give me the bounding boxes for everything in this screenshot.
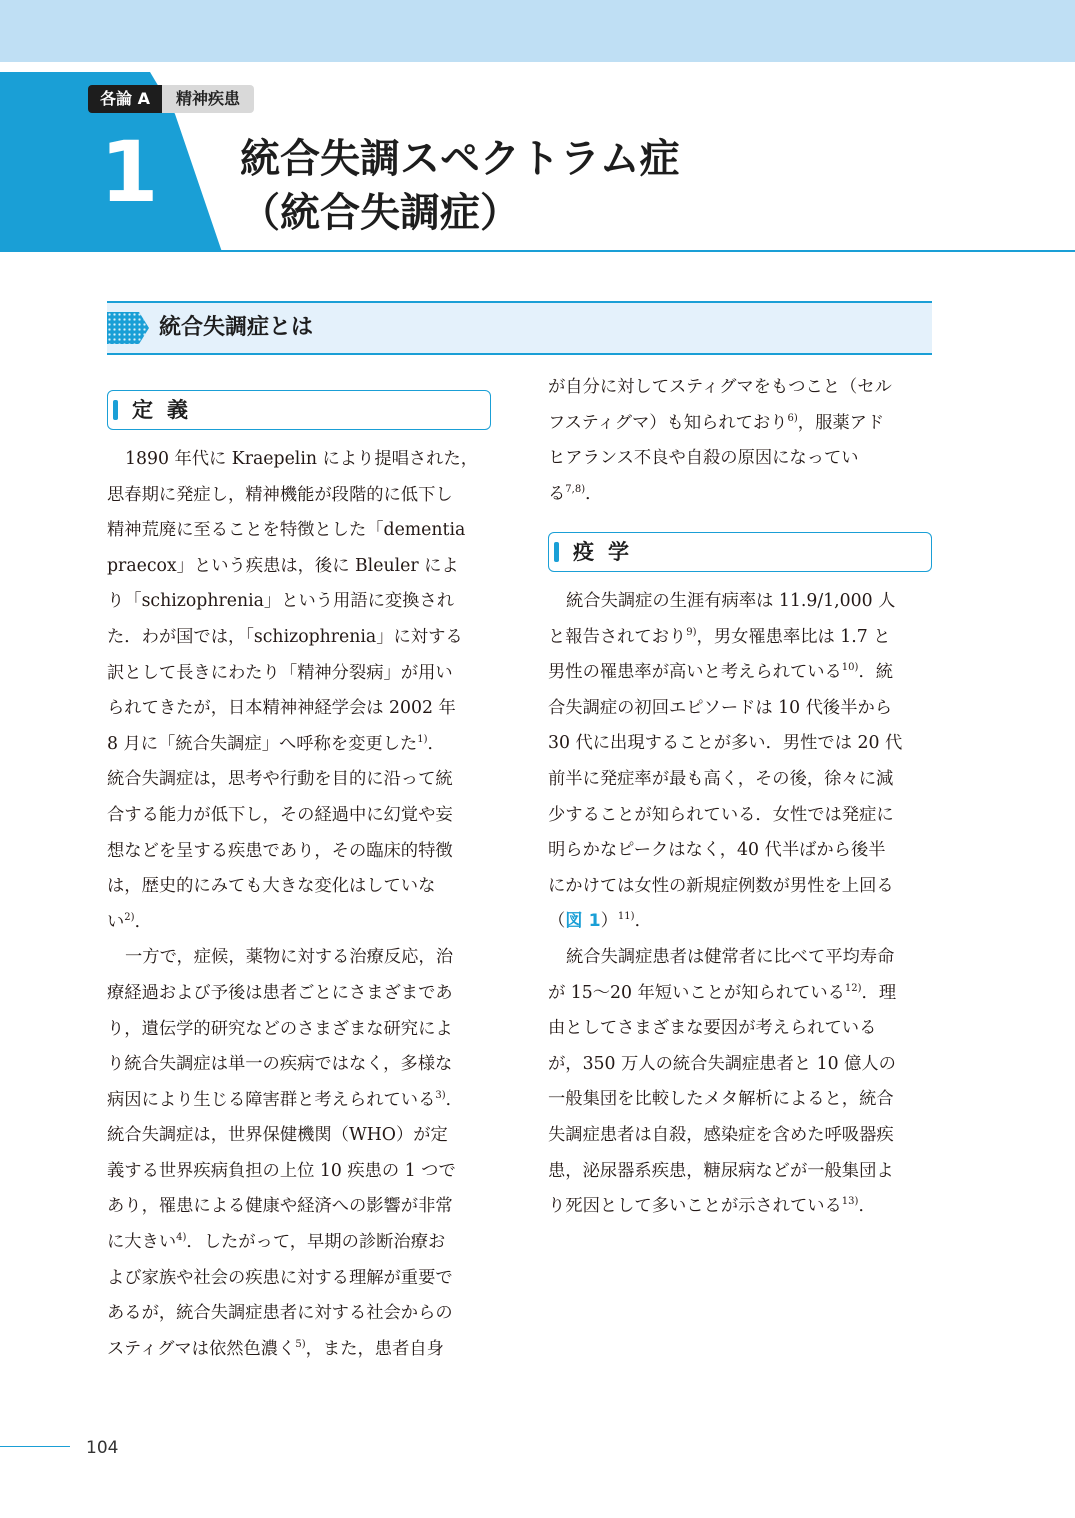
text-line: 想などを呈する疾患であり，その臨床的特徴 [107,840,453,861]
text-fragment: り死因として多いことが示されている [548,1196,842,1217]
text-line: 思春期に発症し，精神機能が段階的に低下し [107,484,453,505]
text-line: は，歴史的にみても大きな変化はしていな [107,876,436,897]
breadcrumb [88,85,254,113]
text-line: 統合失調症は，世界保健機関（WHO）が定 [107,1125,448,1146]
text-fragment: と報告されており [548,626,687,647]
text-line: 統合失調症患者は健常者に比べて平均寿命 [566,946,895,967]
text-line: た．わが国では，「schizophrenia」に対する [107,626,463,647]
text-line [107,1083,493,1119]
page-number: 104 [86,1438,119,1458]
text-line: 1890 年代に Kraepelin により提唱された， [125,449,479,469]
subsection-marker [113,400,118,420]
definition-continuation [548,370,934,512]
reference-marker: 11) [617,911,635,923]
subsection-title-definition: 定義 [132,398,202,422]
text-line [548,976,934,1012]
period: ． [585,483,603,504]
top-color-band [0,0,1075,62]
reference-marker: 13) [841,1196,859,1208]
text-fragment: 8 月に「統合失調症」へ呼称を変更した [107,733,418,754]
period: ． [858,1196,876,1217]
text-fragment: フスティグマ）も知られており [548,412,788,433]
text-line: り統合失調症は単一の疾病ではなく，多様な [107,1054,453,1075]
reference-marker: 6) [787,412,798,424]
text-line: praecox」という疾患は，後に Bleuler によ [107,555,459,576]
chapter-number: 1 [100,123,159,221]
text-line [107,905,493,941]
text-line: 少することが知られている．女性では発症に [548,804,894,825]
text-line: 療経過および予後は患者ごとにさまざまであ [107,982,453,1003]
text-line: 前半に発症率が最も高く，その後，徐々に減 [548,768,894,789]
text-line [107,1332,493,1368]
text-fragment: ．したがって，早期の診断治療お [186,1232,446,1253]
reference-marker: 10) [841,662,859,674]
reference-marker: 12) [844,982,862,994]
definition-paragraph-1 [107,442,493,1367]
text-fragment: 男性の罹患率が高いと考えられている [548,662,842,683]
text-line: ヒアランス不良や自殺の原因になってい [548,448,859,469]
reference-marker: 5) [295,1338,306,1350]
section-title: 統合失調症とは [159,315,314,340]
reference-marker: 3) [435,1089,446,1101]
text-fragment: い [107,911,125,932]
text-line [548,904,934,940]
subsection-marker [554,542,559,562]
text-line: あり，罹患による健康や経済への影響が非常 [107,1196,453,1217]
text-line [107,727,493,763]
text-fragment: ，また，患者自身 [305,1338,444,1359]
text-line: 明らかなピークはなく，40 代半ばから後半 [548,840,886,861]
subsection-header-definition [107,390,491,430]
text-fragment: る [548,483,566,504]
text-line: 統合失調症は，思考や行動を目的に沿って統 [107,769,453,790]
reference-marker: 1) [417,733,428,745]
chapter-title-line2: （統合失調症） [240,190,520,236]
text-line [548,406,934,442]
text-line: あるが，統合失調症患者に対する社会からの [107,1303,453,1324]
subsection-title-epidemiology: 疫学 [573,540,643,564]
text-line: 30 代に出現することが多い．男性では 20 代 [548,733,903,754]
text-fragment: ．統 [858,662,894,683]
period: ． [445,1089,463,1110]
text-line [548,477,934,513]
text-line: 一般集団を比較したメタ解析によると，統合 [548,1089,894,1110]
text-fragment: に大きい [107,1232,177,1253]
breadcrumb-part: 各論 A [88,85,162,113]
text-fragment: ） [600,911,618,932]
text-line: 訳として長きにわたり「精神分裂病」が用い [107,662,453,683]
text-line [548,1189,934,1225]
breadcrumb-category: 精神疾患 [162,85,254,113]
section-header [107,301,932,355]
text-fragment: （ [548,911,566,932]
text-line: り「schizophrenia」という用語に変換され [107,591,455,612]
text-line: にかけては女性の新規症例数が男性を上回る [548,875,894,896]
text-line: 失調症患者は自殺，感染症を含めた呼吸器疾 [548,1124,894,1145]
chapter-title-line1: 統合失調スペクトラム症 [240,136,680,182]
text-line: 統合失調症の生涯有病率は 11.9/1,000 人 [566,591,896,611]
reference-marker: 2) [124,911,135,923]
text-fragment: スティグマは依然色濃く [107,1338,296,1359]
text-line: 合失調症の初回エピソードは 10 代後半から [548,697,893,718]
subsection-header-epidemiology [548,532,932,572]
text-fragment: ．理 [861,982,897,1003]
text-line: 患，泌尿器系疾患，糖尿病などが一般集団よ [548,1160,894,1181]
text-line: が自分に対してスティグマをもつこと（セル [548,377,892,397]
text-line: られてきたが，日本精神神経学会は 2002 年 [107,698,456,719]
text-line: よび家族や社会の疾患に対する理解が重要で [107,1267,453,1288]
reference-marker: 7,8) [565,483,586,495]
text-line: 合する能力が低下し，その経過中に幻覚や妄 [107,804,453,825]
text-line: 義する世界疾病負担の上位 10 疾患の 1 つで [107,1160,456,1181]
epidemiology-paragraphs [548,584,934,1225]
header-rule [212,250,1075,252]
dotted-arrow-icon [107,312,149,344]
text-line: り，遺伝学的研究などのさまざまな研究によ [107,1018,453,1039]
text-fragment: ，服薬アド [797,412,885,433]
text-line [107,1225,493,1261]
reference-marker: 9) [686,626,697,638]
text-line: が，350 万人の統合失調症患者と 10 億人の [548,1053,896,1074]
text-line: 由としてさまざまな要因が考えられている [548,1018,877,1039]
period: ． [427,733,445,754]
figure-reference-link[interactable]: 図 1 [565,911,601,932]
text-fragment: ，男女罹患率比は 1.7 と [696,626,891,647]
text-fragment: が 15〜20 年短いことが知られている [548,982,845,1003]
chapter-title [240,132,680,240]
text-line [548,655,934,691]
text-fragment: 病因により生じる障害群と考えられている [107,1089,436,1110]
period: ． [634,911,652,932]
period: ． [134,911,152,932]
text-line: 一方で，症候，薬物に対する治療反応，治 [125,947,453,968]
text-line [548,620,934,656]
footer-rule [0,1446,70,1447]
text-line: 精神荒廃に至ることを特徴とした「dementia [107,520,466,541]
reference-marker: 4) [176,1232,187,1244]
